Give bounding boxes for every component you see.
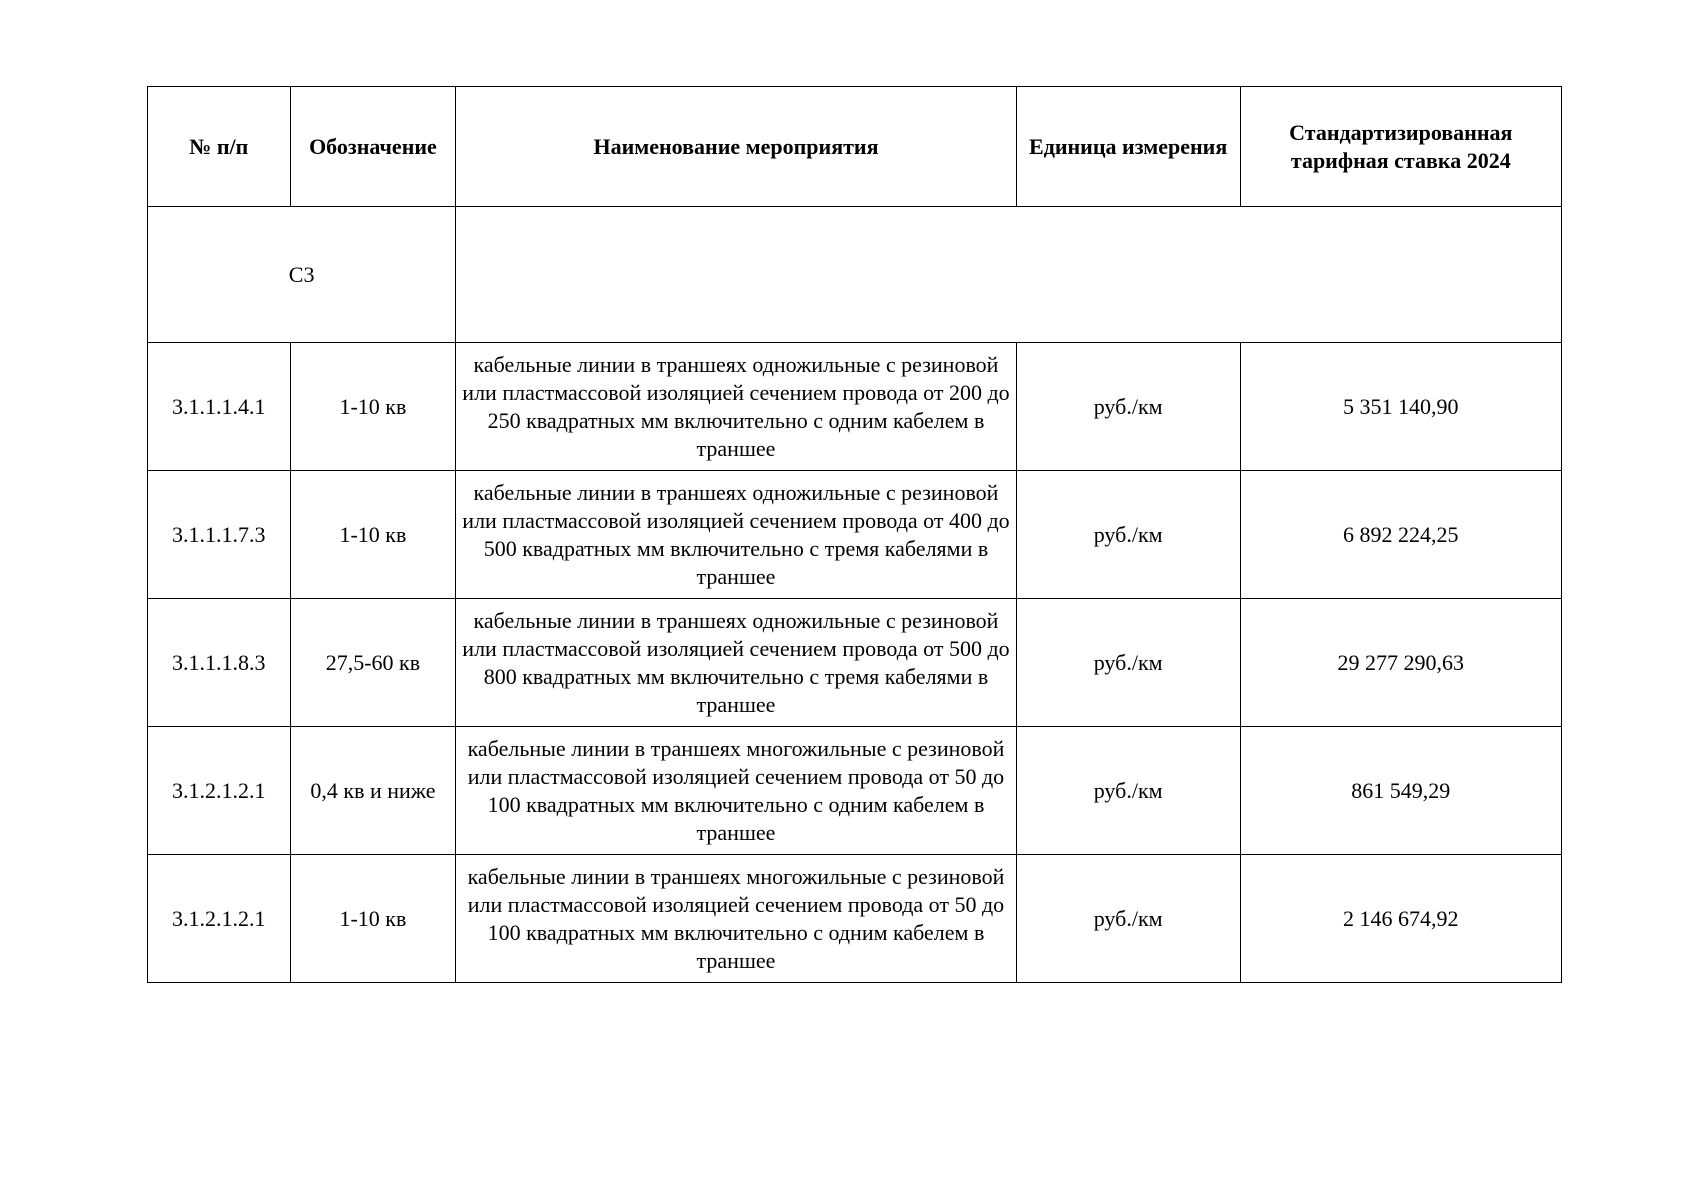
section-row xyxy=(148,207,1562,343)
table-row xyxy=(148,599,1562,727)
cell-code: 0,4 кв и ниже xyxy=(290,727,456,855)
cell-unit: руб./км xyxy=(1016,599,1240,727)
header-rate: Стандартизированная тарифная ставка 2024 xyxy=(1240,87,1561,207)
cell-name: кабельные линии в траншеях одножильные с резиновой или пластмассовой изоляцией сечением провода от 500 до 800 квадратных мм включительно с тремя кабелями в траншее xyxy=(456,599,1016,727)
header-code: Обозначение xyxy=(290,87,456,207)
cell-rate: 2 146 674,92 xyxy=(1240,855,1561,983)
cell-code: 1-10 кв xyxy=(290,471,456,599)
table-row xyxy=(148,471,1562,599)
cell-unit: руб./км xyxy=(1016,471,1240,599)
section-label: С3 xyxy=(148,207,456,343)
cell-unit: руб./км xyxy=(1016,855,1240,983)
cell-rate: 29 277 290,63 xyxy=(1240,599,1561,727)
cell-name: кабельные линии в траншеях одножильные с резиновой или пластмассовой изоляцией сечением провода от 200 до 250 квадратных мм включительно с одним кабелем в траншее xyxy=(456,343,1016,471)
table-header-row xyxy=(148,87,1562,207)
cell-rate: 6 892 224,25 xyxy=(1240,471,1561,599)
cell-rate: 861 549,29 xyxy=(1240,727,1561,855)
cell-name: кабельные линии в траншеях многожильные с резиновой или пластмассовой изоляцией сечением провода от 50 до 100 квадратных мм включительно с одним кабелем в траншее xyxy=(456,727,1016,855)
cell-num: 3.1.1.1.7.3 xyxy=(148,471,291,599)
tariff-table xyxy=(147,86,1562,983)
cell-rate: 5 351 140,90 xyxy=(1240,343,1561,471)
header-unit: Единица измерения xyxy=(1016,87,1240,207)
cell-code: 27,5-60 кв xyxy=(290,599,456,727)
cell-num: 3.1.2.1.2.1 xyxy=(148,727,291,855)
table-row xyxy=(148,855,1562,983)
cell-unit: руб./км xyxy=(1016,343,1240,471)
cell-name: кабельные линии в траншеях одножильные с резиновой или пластмассовой изоляцией сечением провода от 400 до 500 квадратных мм включительно с тремя кабелями в траншее xyxy=(456,471,1016,599)
cell-num: 3.1.1.1.4.1 xyxy=(148,343,291,471)
cell-code: 1-10 кв xyxy=(290,855,456,983)
cell-unit: руб./км xyxy=(1016,727,1240,855)
section-description xyxy=(456,207,1562,343)
cell-num: 3.1.1.1.8.3 xyxy=(148,599,291,727)
header-num: № п/п xyxy=(148,87,291,207)
cell-code: 1-10 кв xyxy=(290,343,456,471)
table-row xyxy=(148,343,1562,471)
header-name: Наименование мероприятия xyxy=(456,87,1016,207)
table-row xyxy=(148,727,1562,855)
cell-name: кабельные линии в траншеях многожильные с резиновой или пластмассовой изоляцией сечением провода от 50 до 100 квадратных мм включительно с одним кабелем в траншее xyxy=(456,855,1016,983)
cell-num: 3.1.2.1.2.1 xyxy=(148,855,291,983)
